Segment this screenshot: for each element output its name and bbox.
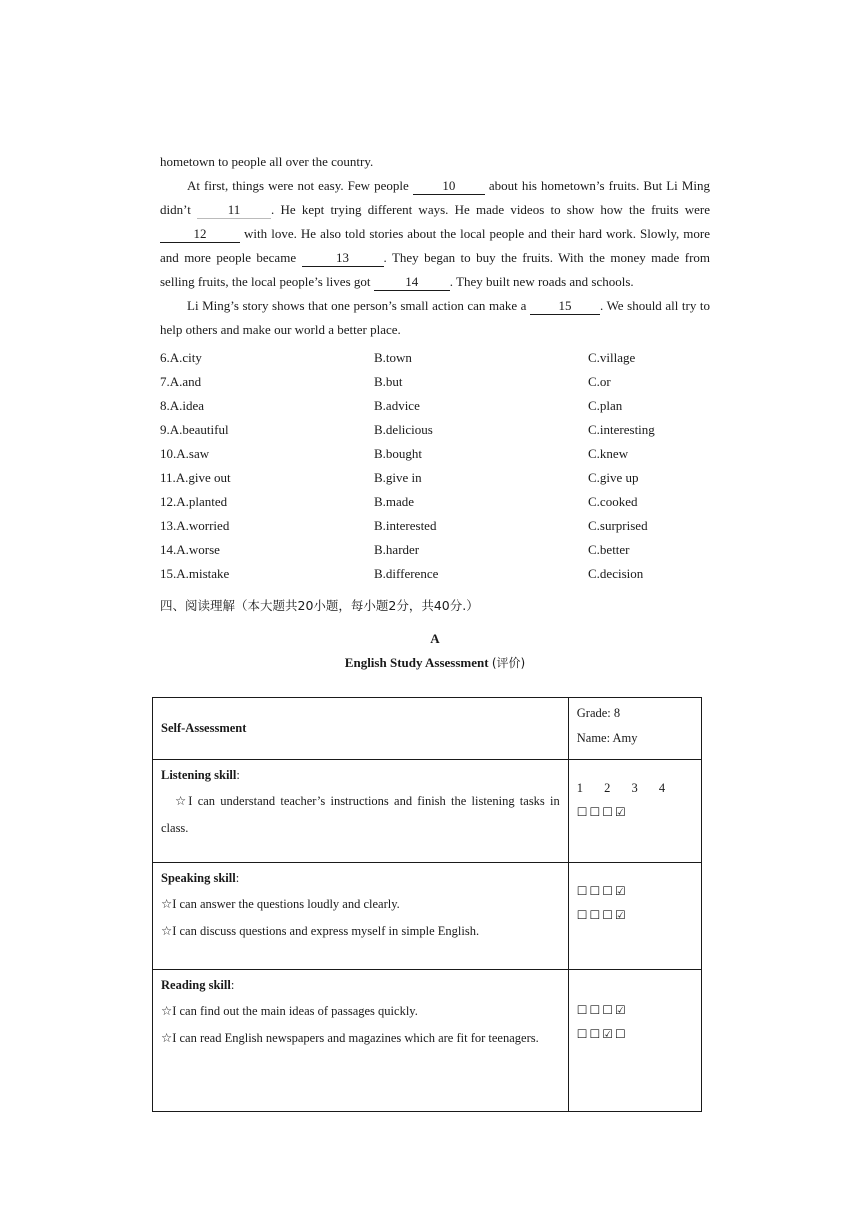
option-b: B.bought: [374, 446, 423, 461]
document-page: [160, 150, 710, 675]
text-span: . He kept trying different ways. He made videos to show how the fruits were: [271, 202, 711, 217]
listening-title: Listening skill: [161, 768, 237, 782]
option-b: B.give in: [374, 470, 422, 485]
option-c: C.plan: [588, 398, 623, 413]
options-list: [160, 346, 710, 586]
option-b: B.advice: [374, 398, 420, 413]
text-span: with love. He also told stories about the local people and their hard work. Slowly, more and more people became: [160, 226, 710, 265]
assessment-table: [152, 697, 702, 1112]
scale-numbers: 1 2 3 4: [576, 781, 675, 795]
speaking-item-1: ☆I can answer the questions loudly and clearly.: [161, 897, 400, 911]
blank-13: 13: [302, 250, 384, 267]
option-a: 6.A.city: [160, 350, 202, 365]
option-c: C.give up: [588, 470, 639, 485]
reading-cell: Reading skill: ☆I can find out the main ideas of passages quickly. ☆I can read English newspapers and magazines which are fit for teenagers.: [153, 970, 569, 1112]
listening-cell: Listening skill: ☆I can understand teacher’s instructions and finish the listening tasks in class.: [153, 760, 569, 863]
text-span: At first, things were not easy. Few people: [187, 178, 409, 193]
text-span: . They built new roads and schools.: [449, 274, 634, 289]
option-c: C.better: [588, 542, 630, 557]
reading-title: Reading skill: [161, 978, 231, 992]
option-row: [160, 370, 710, 394]
speaking-cell: Speaking skill: ☆I can answer the questions loudly and clearly. ☆I can discuss questions and express myself in simple English.: [153, 863, 569, 970]
option-a: 14.A.worse: [160, 542, 220, 557]
passage-title: [160, 651, 710, 675]
option-b: B.delicious: [374, 422, 433, 437]
option-row: [160, 394, 710, 418]
option-a: 13.A.worried: [160, 518, 230, 533]
table-row: [153, 863, 702, 970]
section-heading: 四、阅读理解（本大题共20小题，每小题2分，共40分.）: [160, 598, 479, 613]
option-row: [160, 466, 710, 490]
title-text: English Study Assessment: [344, 655, 489, 670]
speaking-item-2: ☆I can discuss questions and express myself in simple English.: [161, 924, 480, 938]
speaking-title: Speaking skill: [161, 871, 236, 885]
option-c: C.cooked: [588, 494, 638, 509]
option-c: C.decision: [588, 566, 644, 581]
blank-10: 10: [413, 178, 485, 195]
option-a: 9.A.beautiful: [160, 422, 229, 437]
option-a: 8.A.idea: [160, 398, 205, 413]
text-span: about his hometown’s fruits. But Li Ming didn’t: [160, 178, 711, 217]
option-row: [160, 346, 710, 370]
table-row: [153, 698, 702, 760]
option-a: 12.A.planted: [160, 494, 228, 509]
option-row: [160, 538, 710, 562]
header-left-cell: [153, 698, 569, 760]
speaking-rating-cell: [568, 863, 701, 970]
option-c: C.knew: [588, 446, 629, 461]
paragraph-2: [160, 174, 710, 294]
table-row: [153, 970, 702, 1112]
reading-rating-cell: [568, 970, 701, 1112]
option-b: B.interested: [374, 518, 437, 533]
option-a: 7.A.and: [160, 374, 202, 389]
title-cn: (评价): [491, 656, 526, 670]
option-b: B.difference: [374, 566, 439, 581]
option-row: [160, 418, 710, 442]
option-a: 10.A.saw: [160, 446, 210, 461]
paragraph-1-end: hometown to people all over the country.: [160, 154, 374, 169]
text-span: . They began to buy the fruits. With the money made from selling fruits, the local people’s lives got: [160, 250, 711, 289]
option-b: B.made: [374, 494, 415, 509]
reading-item-1: ☆I can find out the main ideas of passages quickly.: [161, 1004, 418, 1018]
option-c: C.or: [588, 374, 611, 389]
passage-label: A: [430, 631, 440, 646]
text-span: . We should all try to help others and make our world a better place.: [160, 298, 711, 337]
checkbox-group: ☐☐☐☑: [576, 1003, 628, 1017]
option-a: 11.A.give out: [160, 470, 231, 485]
option-b: B.town: [374, 350, 412, 365]
option-row: [160, 562, 710, 586]
self-assessment-label: Self-Assessment: [161, 721, 247, 735]
option-b: B.but: [374, 374, 403, 389]
grade-text: Grade: 8: [576, 706, 621, 720]
header-right-cell: [568, 698, 701, 760]
blank-14: 14: [374, 274, 450, 291]
option-row: [160, 514, 710, 538]
checkbox-group: ☐☐☑☐: [576, 1027, 628, 1041]
text-span: Li Ming’s story shows that one person’s small action can make a: [187, 298, 527, 313]
paragraph-3: [160, 294, 710, 342]
blank-12: 12: [160, 226, 240, 243]
option-a: 15.A.mistake: [160, 566, 230, 581]
listening-item-1: ☆I can understand teacher’s instructions and finish the listening tasks in class.: [161, 794, 560, 835]
checkbox-group: ☐☐☐☑: [576, 884, 628, 898]
reading-item-2: ☆I can read English newspapers and magazines which are fit for teenagers.: [161, 1031, 539, 1045]
listening-rating-cell: [568, 760, 701, 863]
blank-11: 11: [197, 202, 271, 219]
option-c: C.interesting: [588, 422, 655, 437]
option-c: C.village: [588, 350, 636, 365]
checkbox-group: ☐☐☐☑: [576, 805, 628, 819]
option-row: [160, 490, 710, 514]
blank-15: 15: [530, 298, 600, 315]
option-c: C.surprised: [588, 518, 648, 533]
checkbox-group: ☐☐☐☑: [576, 908, 628, 922]
name-text: Name: Amy: [576, 731, 638, 745]
option-b: B.harder: [374, 542, 420, 557]
table-row: [153, 760, 702, 863]
option-row: [160, 442, 710, 466]
